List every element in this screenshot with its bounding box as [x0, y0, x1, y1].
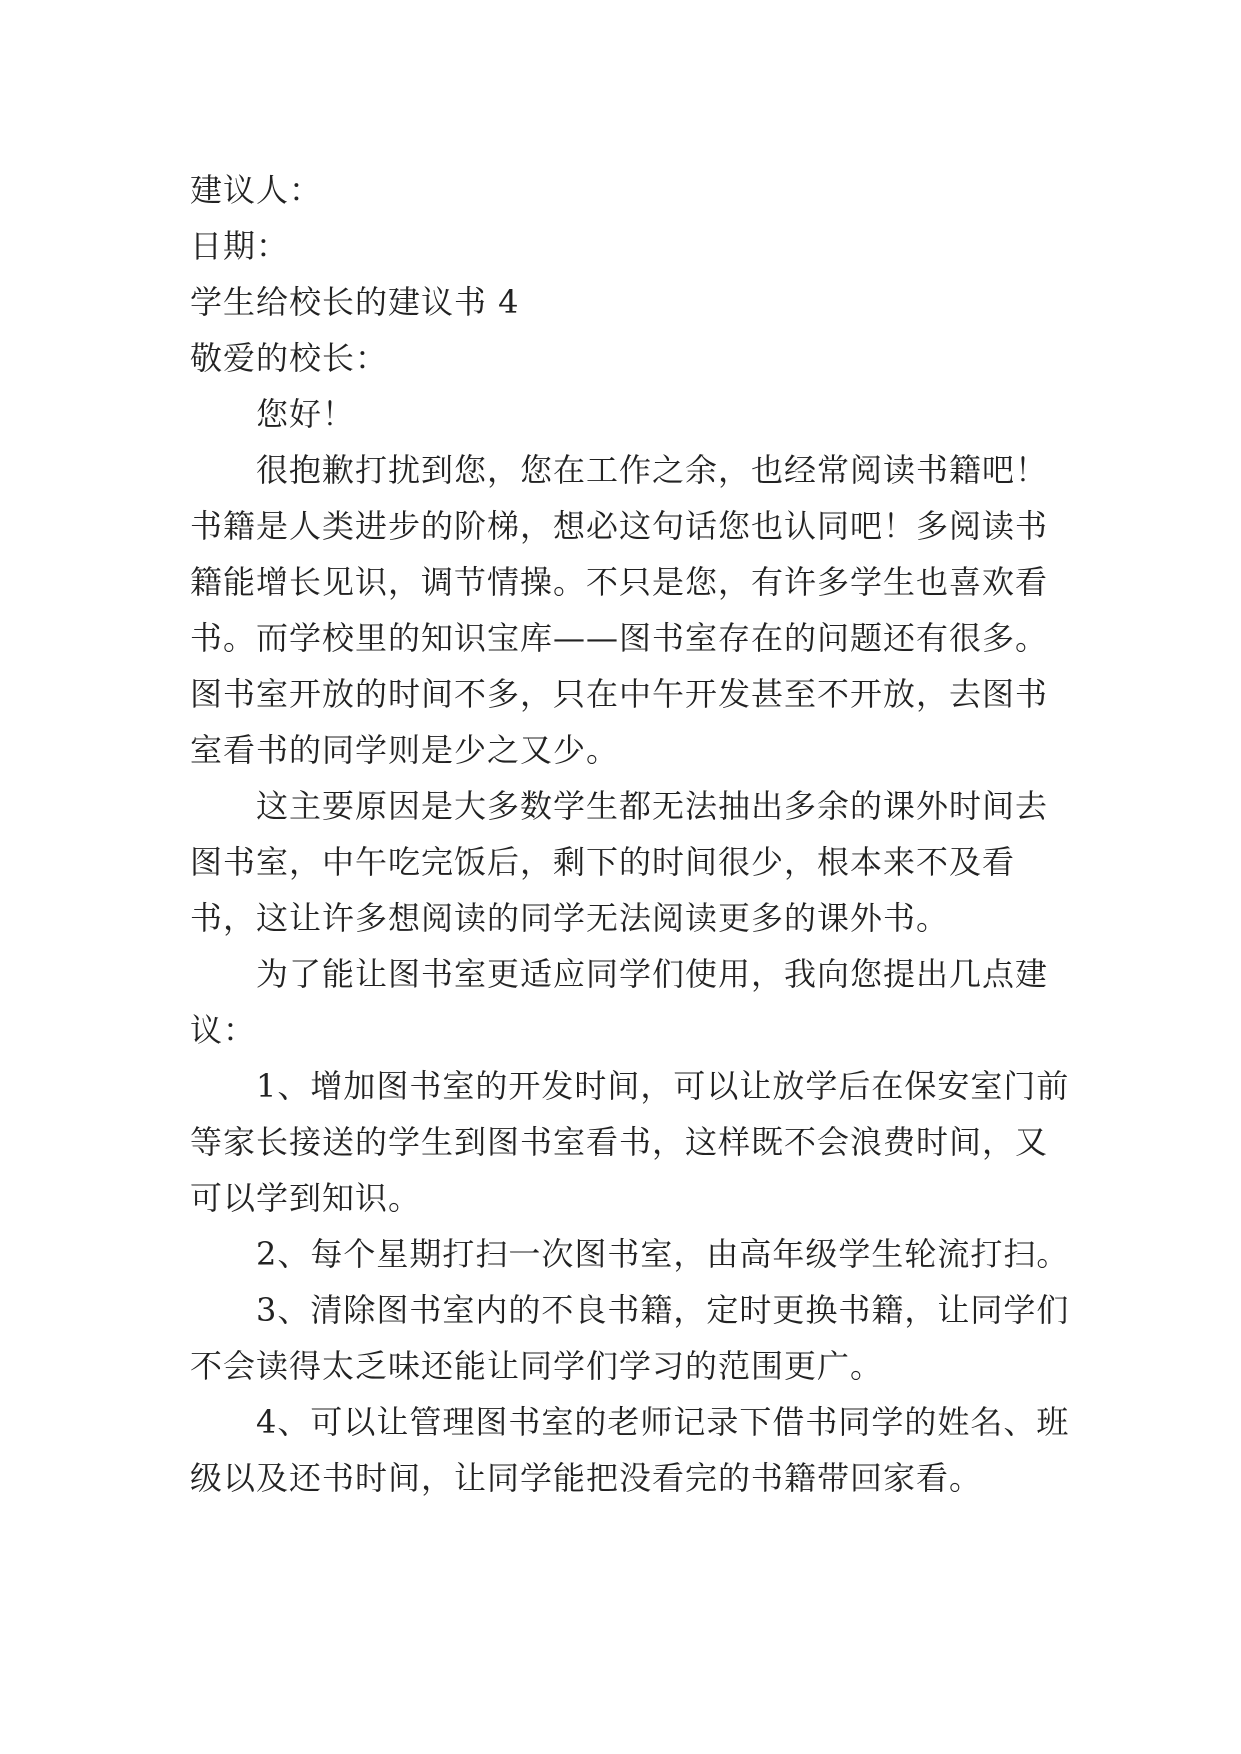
- suggestion-1: 1、增加图书室的开发时间，可以让放学后在保安室门前等家长接送的学生到图书室看书，这样既不会浪费时间，又可以学到知识。: [190, 1067, 1070, 1217]
- paragraph-reason: 这主要原因是大多数学生都无法抽出多余的课外时间去图书室，中午吃完饭后，剩下的时间很少，根本来不及看书，这让许多想阅读的同学无法阅读更多的课外书。: [190, 787, 1049, 937]
- document-body: [190, 162, 1070, 1506]
- suggestion-4: 4、可以让管理图书室的老师记录下借书同学的姓名、班级以及还书时间，让同学能把没看完的书籍带回家看。: [190, 1403, 1070, 1497]
- suggestion-2: 2、每个星期打扫一次图书室，由高年级学生轮流打扫。: [256, 1235, 1070, 1273]
- paragraph-intro: 很抱歉打扰到您，您在工作之余，也经常阅读书籍吧！书籍是人类进步的阶梯，想必这句话您也认同吧！多阅读书籍能增长见识，调节情操。不只是您，有许多学生也喜欢看书。而学校里的知识宝库——图书室存在的问题还有很多。图书室开放的时间不多，只在中午开发甚至不开放，去图书室看书的同学则是少之又少。: [190, 451, 1049, 769]
- document-title: 学生给校长的建议书 4: [190, 283, 520, 321]
- salutation: 敬爱的校长：: [190, 339, 389, 377]
- suggestion-3: 3、清除图书室内的不良书籍，定时更换书籍，让同学们不会读得太乏味还能让同学们学习的范围更广。: [190, 1291, 1070, 1385]
- proposer-label: 建议人：: [190, 171, 323, 209]
- greeting: 您好！: [256, 395, 356, 433]
- paragraph-proposal-lead: 为了能让图书室更适应同学们使用，我向您提出几点建议：: [190, 955, 1049, 1049]
- date-label: 日期：: [190, 227, 290, 265]
